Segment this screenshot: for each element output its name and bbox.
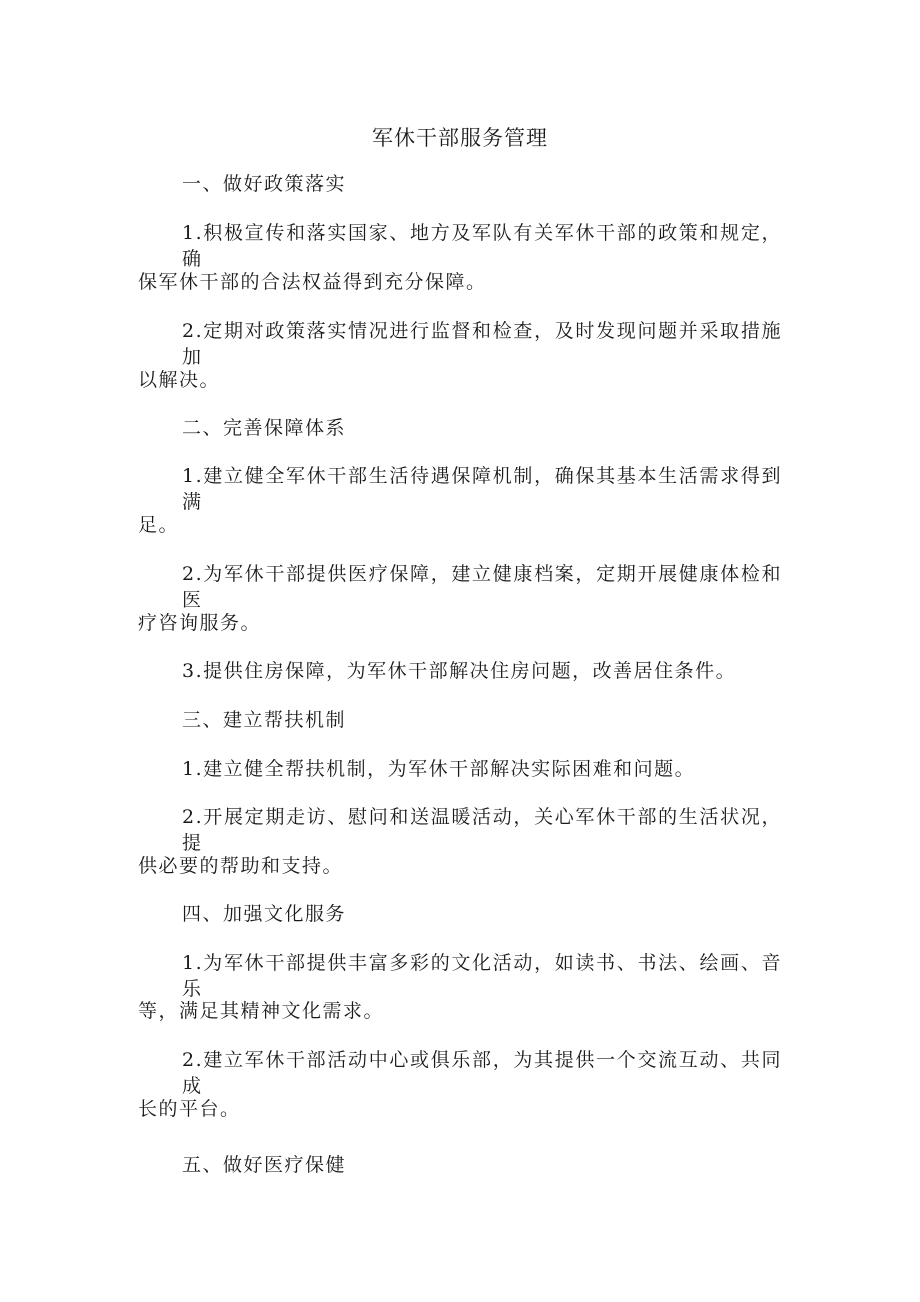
paragraph-1-2-line-1: 2.定期对政策落实情况进行监督和检查，及时发现问题并采取措施加 <box>182 320 782 368</box>
paragraph-3-1-line-1: 1.建立健全帮扶机制，为军休干部解决实际困难和问题。 <box>182 758 696 780</box>
section-heading-5: 五、做好医疗保健 <box>182 1154 347 1176</box>
paragraph-4-2-line-2: 长的平台。 <box>138 1098 241 1120</box>
section-heading-4: 四、加强文化服务 <box>182 903 347 925</box>
paragraph-2-3-line-1: 3.提供住房保障，为军休干部解决住房问题，改善居住条件。 <box>182 660 737 682</box>
section-heading-2: 二、完善保障体系 <box>182 417 347 439</box>
paragraph-1-1-line-1: 1.积极宣传和落实国家、地方及军队有关军休干部的政策和规定，确 <box>182 222 782 270</box>
paragraph-1-2-line-2: 以解决。 <box>138 369 221 391</box>
paragraph-2-1-line-1: 1.建立健全军休干部生活待遇保障机制，确保其基本生活需求得到满 <box>182 465 782 513</box>
document-title: 军休干部服务管理 <box>372 126 548 150</box>
paragraph-3-2-line-2: 供必要的帮助和支持。 <box>138 855 344 877</box>
paragraph-2-1-line-2: 足。 <box>138 514 180 536</box>
section-heading-1: 一、做好政策落实 <box>182 173 347 195</box>
paragraph-2-2-line-1: 2.为军休干部提供医疗保障，建立健康档案，定期开展健康体检和医 <box>182 563 782 611</box>
paragraph-4-2-line-1: 2.建立军休干部活动中心或俱乐部，为其提供一个交流互动、共同成 <box>182 1049 782 1097</box>
paragraph-4-1-line-1: 1.为军休干部提供丰富多彩的文化活动，如读书、书法、绘画、音乐 <box>182 952 782 1000</box>
paragraph-4-1-line-2: 等，满足其精神文化需求。 <box>138 1000 385 1022</box>
paragraph-3-2-line-1: 2.开展定期走访、慰问和送温暖活动，关心军休干部的生活状况，提 <box>182 806 782 854</box>
paragraph-1-1-line-2: 保军休干部的合法权益得到充分保障。 <box>138 271 487 293</box>
section-heading-3: 三、建立帮扶机制 <box>182 709 347 731</box>
paragraph-2-2-line-2: 疗咨询服务。 <box>138 612 262 634</box>
